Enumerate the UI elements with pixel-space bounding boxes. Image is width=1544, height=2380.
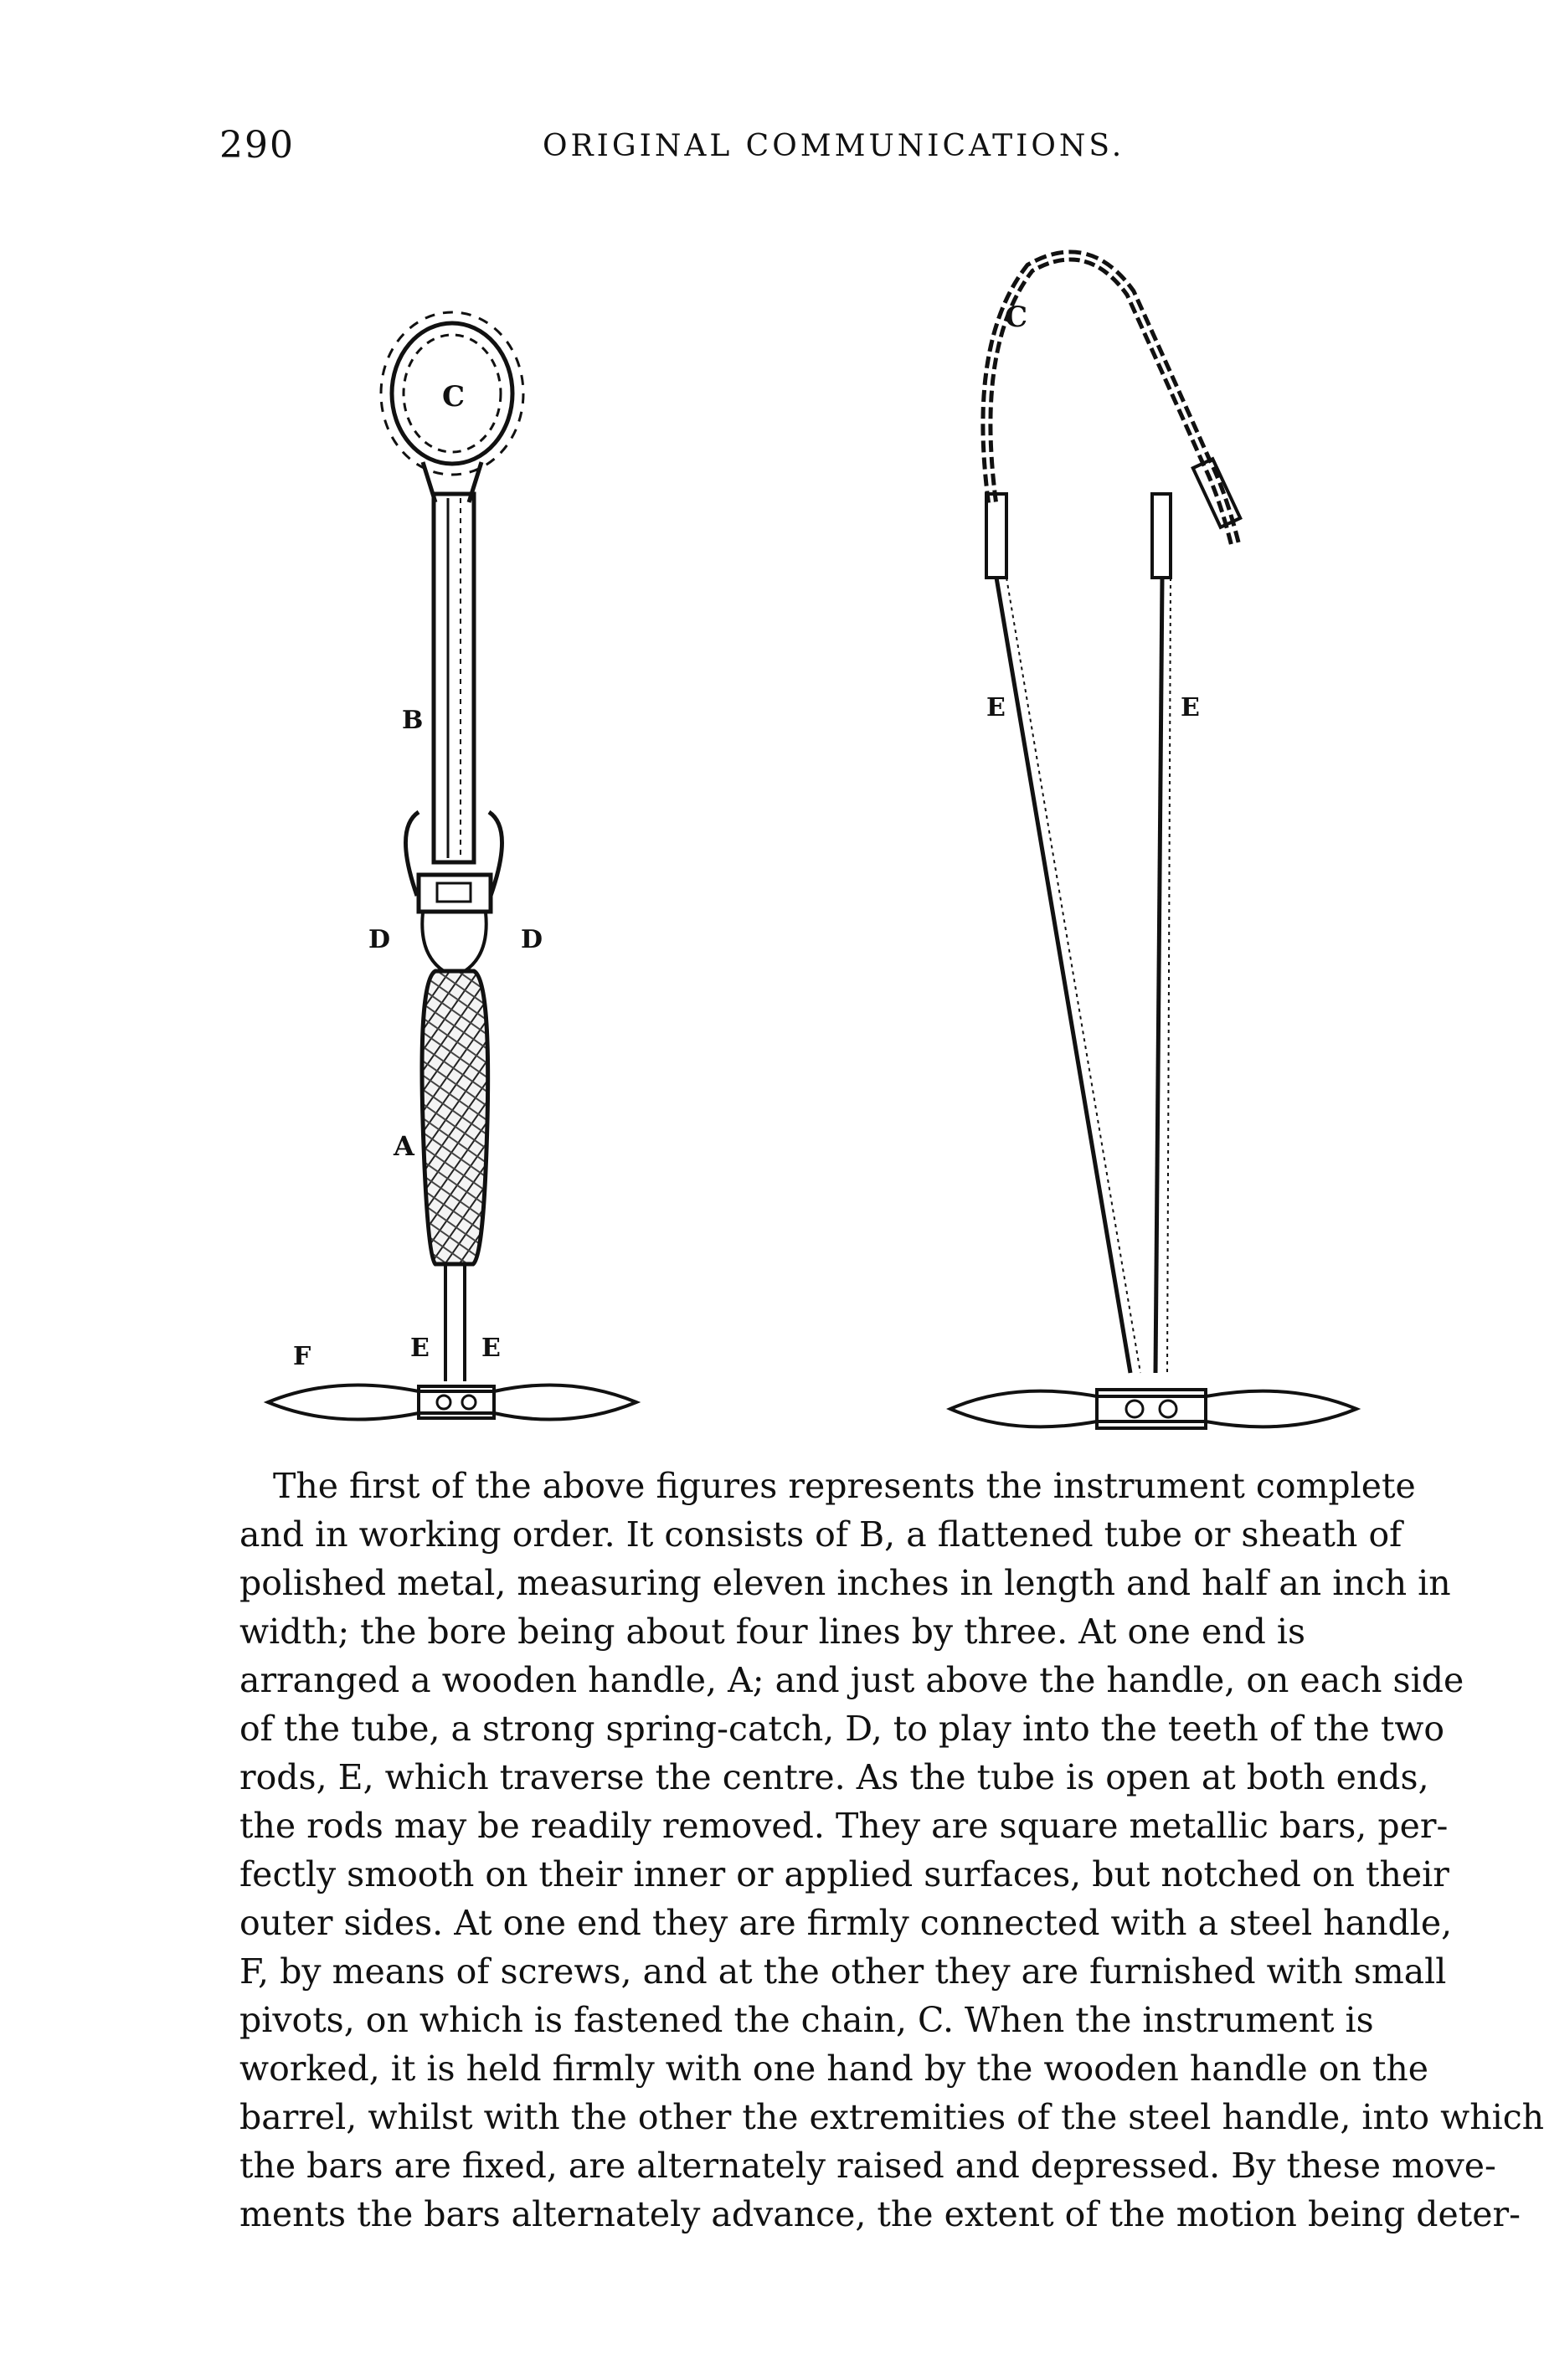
page-number: 290 bbox=[219, 124, 295, 167]
text-line: fectly smooth on their inner or applied surfaces, but notched on their bbox=[239, 1854, 1449, 1894]
steel-handle-f bbox=[268, 1385, 636, 1419]
label-left-a: A bbox=[394, 1130, 414, 1162]
figure-chain-saw-instruments bbox=[0, 243, 1412, 1448]
wooden-handle-a bbox=[422, 971, 488, 1264]
label-left-f: F bbox=[293, 1342, 311, 1371]
section-title: ORIGINAL COMMUNICATIONS. bbox=[543, 129, 1125, 163]
text-line: polished metal, measuring eleven inches in length and half an inch in bbox=[239, 1563, 1451, 1603]
chain-c-arc bbox=[986, 255, 1235, 544]
label-left-d-right: D bbox=[521, 925, 543, 954]
text-line: and in working order. It consists of B, a flattened tube or sheath of bbox=[239, 1514, 1402, 1555]
text-line: F, by means of screws, and at the other they are furnished with small bbox=[239, 1951, 1447, 1992]
label-right-e-left: E bbox=[986, 693, 1006, 722]
text-line: the rods may be readily removed. They are square metallic bars, per- bbox=[239, 1806, 1449, 1846]
rods-e-serrated bbox=[996, 578, 1171, 1373]
label-left-d-left: D bbox=[368, 925, 391, 954]
spring-catches-d bbox=[405, 812, 502, 971]
text-line: pivots, on which is fastened the chain, C. When the instrument is bbox=[239, 2000, 1374, 2040]
text-line: arranged a wooden handle, A; and just above the handle, on each side bbox=[239, 1660, 1464, 1700]
label-right-c: C bbox=[1005, 301, 1028, 334]
text-line: outer sides. At one end they are firmly connected with a steel handle, bbox=[239, 1903, 1453, 1943]
text-line: barrel, whilst with the other the extremities of the steel handle, into which bbox=[239, 2097, 1544, 2137]
rods-e bbox=[445, 1264, 465, 1381]
label-left-e-left: E bbox=[410, 1334, 430, 1363]
text-line: width; the bore being about four lines by three. At one end is bbox=[239, 1612, 1306, 1652]
figure-illustration bbox=[0, 243, 1412, 1448]
label-left-e-right: E bbox=[481, 1334, 501, 1363]
label-right-e-right: E bbox=[1181, 693, 1200, 722]
text-line: of the tube, a strong spring-catch, D, to play into the teeth of the two bbox=[239, 1709, 1445, 1749]
running-head bbox=[0, 124, 1412, 174]
text-line: The first of the above figures represents the instrument complete bbox=[273, 1466, 1416, 1506]
tube-b bbox=[434, 494, 474, 862]
label-left-b: B bbox=[402, 706, 424, 735]
text-line: rods, E, which traverse the centre. As the tube is open at both ends, bbox=[239, 1757, 1429, 1797]
left-instrument bbox=[268, 312, 636, 1420]
text-line: worked, it is held firmly with one hand by the wooden handle on the bbox=[239, 2048, 1429, 2089]
text-line: ments the bars alternately advance, the extent of the motion being deter- bbox=[239, 2194, 1521, 2234]
label-left-c: C bbox=[442, 380, 466, 414]
right-instrument bbox=[950, 255, 1356, 1428]
text-line: the bars are fixed, are alternately raised and depressed. By these move- bbox=[239, 2146, 1496, 2186]
right-steel-handle bbox=[950, 1390, 1356, 1428]
